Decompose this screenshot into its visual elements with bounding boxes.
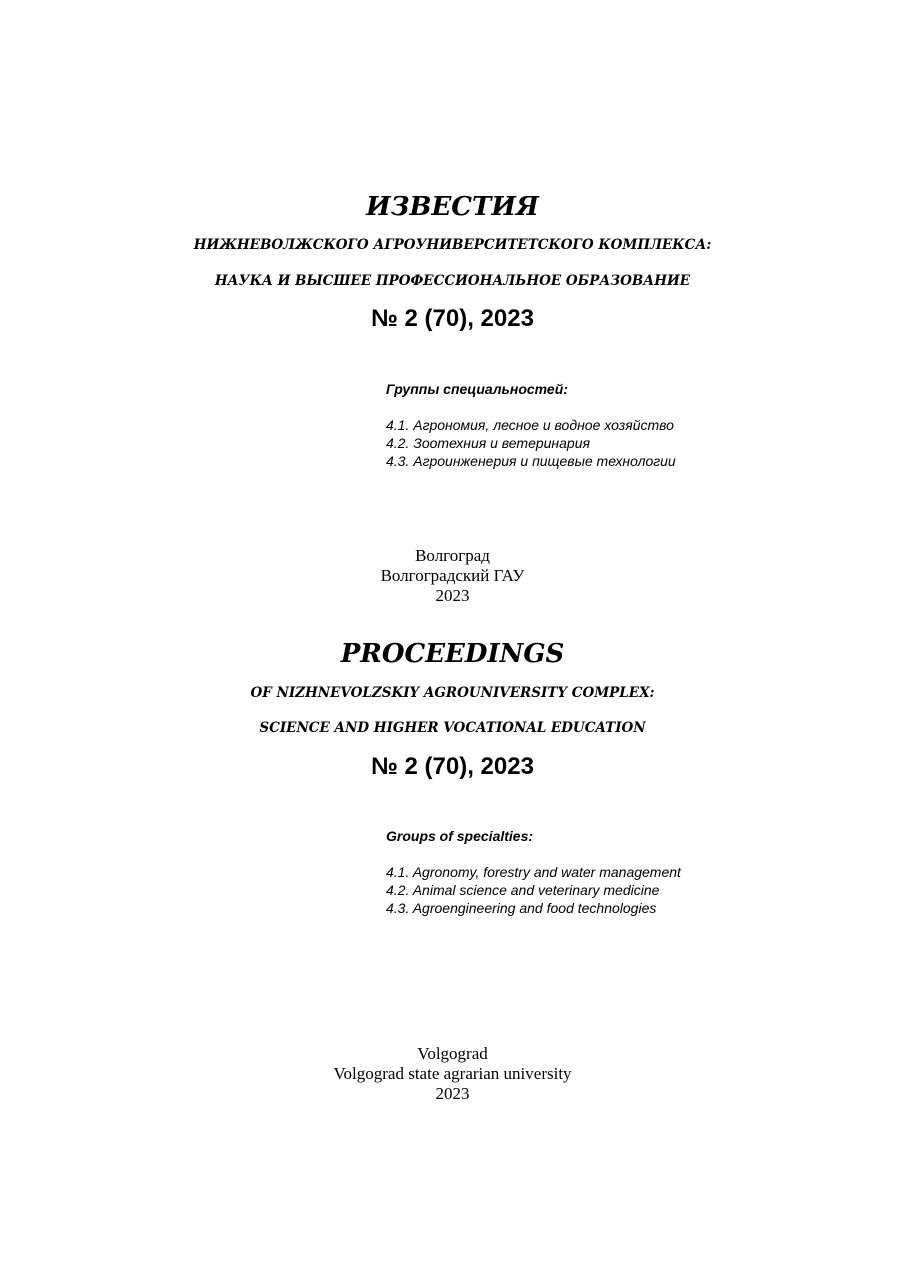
en-imprint-publisher: Volgograd state agrarian university [333, 1064, 572, 1083]
ru-journal-title: ИЗВЕСТИЯ [366, 192, 539, 222]
en-specialty-groups-list [386, 863, 681, 917]
ru-imprint-city: Волгоград [415, 546, 490, 565]
ru-journal-subtitle-line2: НАУКА И ВЫСШЕЕ ПРОФЕССИОНАЛЬНОЕ ОБРАЗОВАНИЕ [214, 273, 691, 289]
en-specialty-groups-heading: Groups of specialties: [386, 828, 534, 844]
en-journal-subtitle-line1: OF NIZHNEVOLZSKIY AGROUNIVERSITY COMPLEX: [250, 685, 655, 701]
ru-specialty-groups [386, 380, 676, 470]
ru-specialty-groups-list [386, 416, 676, 470]
en-specialty-groups [386, 827, 681, 917]
list-item: 4.2. Зоотехния и ветеринария [386, 435, 590, 451]
list-item: 4.1. Агрономия, лесное и водное хозяйство [386, 417, 674, 433]
list-item: 4.3. Agroengineering and food technologies [386, 900, 657, 916]
ru-journal-subtitle-line1: НИЖНЕВОЛЖСКОГО АГРОУНИВЕРСИТЕТСКОГО КОМПЛЕКСА: [193, 237, 712, 253]
ru-imprint-year: 2023 [435, 586, 470, 605]
list-item: 4.1. Agronomy, forestry and water management [386, 864, 681, 880]
en-issue-number: № 2 (70), 2023 [371, 753, 534, 780]
en-journal-subtitle-line2: SCIENCE AND HIGHER VOCATIONAL EDUCATION [259, 720, 646, 736]
ru-specialty-groups-heading: Группы специальностей: [386, 381, 568, 397]
ru-imprint [0, 546, 905, 606]
en-journal-title: PROCEEDINGS [340, 639, 565, 669]
en-imprint-year: 2023 [435, 1084, 470, 1103]
list-item: 4.2. Animal science and veterinary medicine [386, 882, 660, 898]
ru-imprint-publisher: Волгоградский ГАУ [380, 566, 525, 585]
en-imprint-city: Volgograd [417, 1044, 488, 1063]
list-item: 4.3. Агроинженерия и пищевые технологии [386, 453, 676, 469]
en-imprint [0, 1044, 905, 1104]
ru-issue-number: № 2 (70), 2023 [371, 305, 534, 332]
